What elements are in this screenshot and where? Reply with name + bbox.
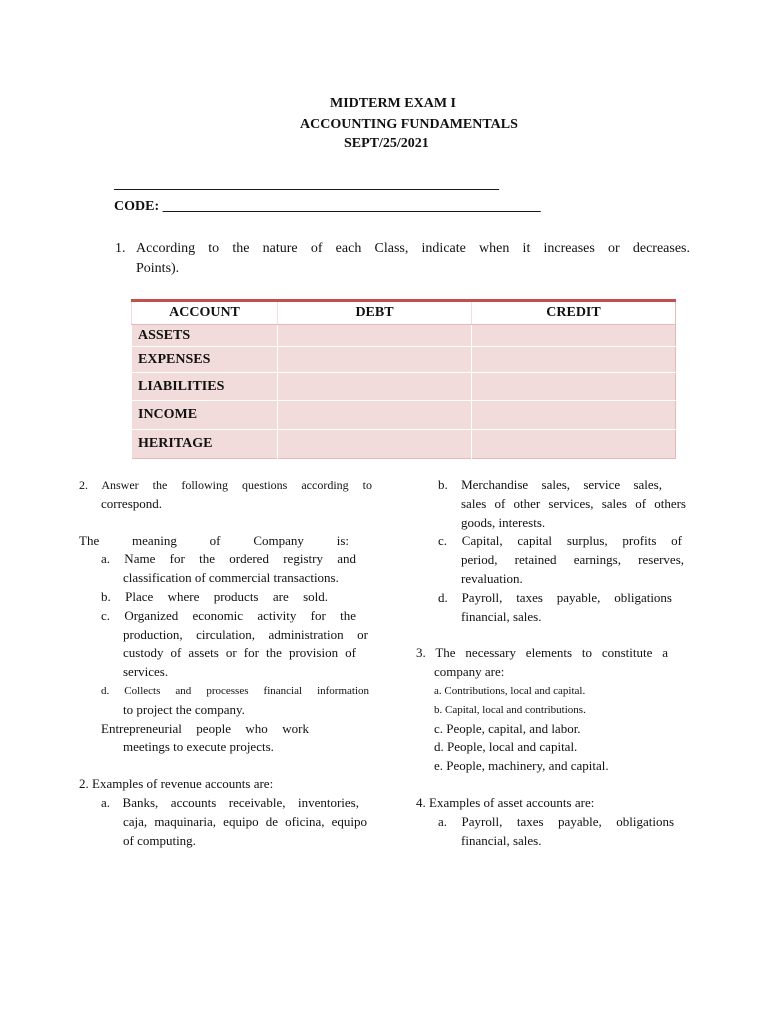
account-name: ASSETS [132,325,278,347]
revenue-option-a-cont: of computing. [123,832,196,848]
question-3-option-b: b. Capital, local and contributions. [434,703,586,716]
course-title: ACCOUNTING FUNDAMENTALS [300,117,518,132]
account-name: EXPENSES [132,347,278,373]
option-a: a. Name for the ordered registry and [101,551,356,567]
debt-cell[interactable] [278,325,472,347]
credit-cell[interactable] [472,401,676,430]
header-debt: DEBT [278,301,472,325]
option-d-cont: to project the company. [123,701,245,717]
table-row [132,373,676,401]
account-table [131,299,676,459]
revenue-option-b-cont: sales of other services, sales of others [461,495,686,511]
debt-cell[interactable] [278,401,472,430]
question-1-text-cont: Points). [136,261,180,276]
question-3-cont: company are: [434,664,505,680]
table-row [132,430,676,459]
option-a-cont: classification of commercial transactions. [123,570,339,586]
question-3-option-d: d. People, local and capital. [434,739,578,755]
question-1-text: According to the nature of each Class, indicate when it increases or decreases. [136,241,690,256]
question-3-option-a: a. Contributions, local and capital. [434,684,586,697]
account-name: HERITAGE [132,430,278,459]
left-column [79,476,372,850]
question-2-number: 2. [79,478,102,492]
table-row [132,401,676,430]
question-3-option-e: e. People, machinery, and capital. [434,758,609,774]
question-2-line: correspond. [101,495,163,511]
option-c: c. Organized economic activity for the [101,607,356,623]
table-row [132,347,676,373]
credit-cell[interactable] [472,373,676,401]
revenue-option-d: d. Payroll, taxes payable, obligations [438,589,672,605]
question-1 [115,239,690,279]
code-field[interactable]: CODE: ______________________________________________________ [114,199,541,214]
debt-cell[interactable] [278,373,472,401]
option-c-cont: custody of assets or for the provision of [123,645,356,661]
question-2-line: 2. Answer the following questions according to [79,478,372,492]
credit-cell[interactable] [472,430,676,459]
table-row [132,325,676,347]
option-c-cont: production, circulation, administration or [123,626,368,642]
option-e-cont: meetings to execute projects. [123,739,274,755]
name-line[interactable]: _______________________________________________________ [114,177,499,192]
revenue-option-c-cont: revaluation. [461,570,523,586]
header-account: ACCOUNT [132,301,278,325]
question-4-heading: 4. Examples of asset accounts are: [416,794,595,810]
credit-cell[interactable] [472,347,676,373]
company-meaning-intro: The meaning of Company is: [79,532,349,548]
exam-date: SEPT/25/2021 [344,136,429,151]
revenue-option-b: b. Merchandise sales, service sales, [438,477,662,492]
debt-cell[interactable] [278,430,472,459]
exam-title: MIDTERM EXAM I [330,96,456,111]
option-d: d. Collects and processes financial information [101,684,369,697]
question-1-number: 1. [115,241,126,256]
revenue-question-heading: 2. Examples of revenue accounts are: [79,776,274,792]
debt-cell[interactable] [278,347,472,373]
revenue-option-b-cont: goods, interests. [461,514,546,530]
question-4-option-a-cont: financial, sales. [461,832,542,848]
question-3: 3. The necessary elements to constitute a [416,645,668,661]
revenue-option-d-cont: financial, sales. [461,608,542,624]
option-c-cont: services. [123,664,169,680]
option-e: Entrepreneurial people who work [101,720,309,736]
revenue-option-c: c. Capital, capital surplus, profits of [438,533,682,549]
account-name: INCOME [132,401,278,430]
question-4-option-a: a. Payroll, taxes payable, obligations [438,813,674,829]
revenue-option-a-cont: caja, maquinaria, equipo de oficina, equipo [123,813,367,829]
right-column [416,476,688,850]
header-credit: CREDIT [472,301,676,325]
account-name: LIABILITIES [132,373,278,401]
revenue-option-c-cont: period, retained earnings, reserves, [461,552,684,568]
option-b: b. Place where products are sold. [101,588,328,604]
question-3-option-c: c. People, capital, and labor. [434,720,581,736]
revenue-option-a: a. Banks, accounts receivable, inventories, [101,794,359,810]
credit-cell[interactable] [472,325,676,347]
